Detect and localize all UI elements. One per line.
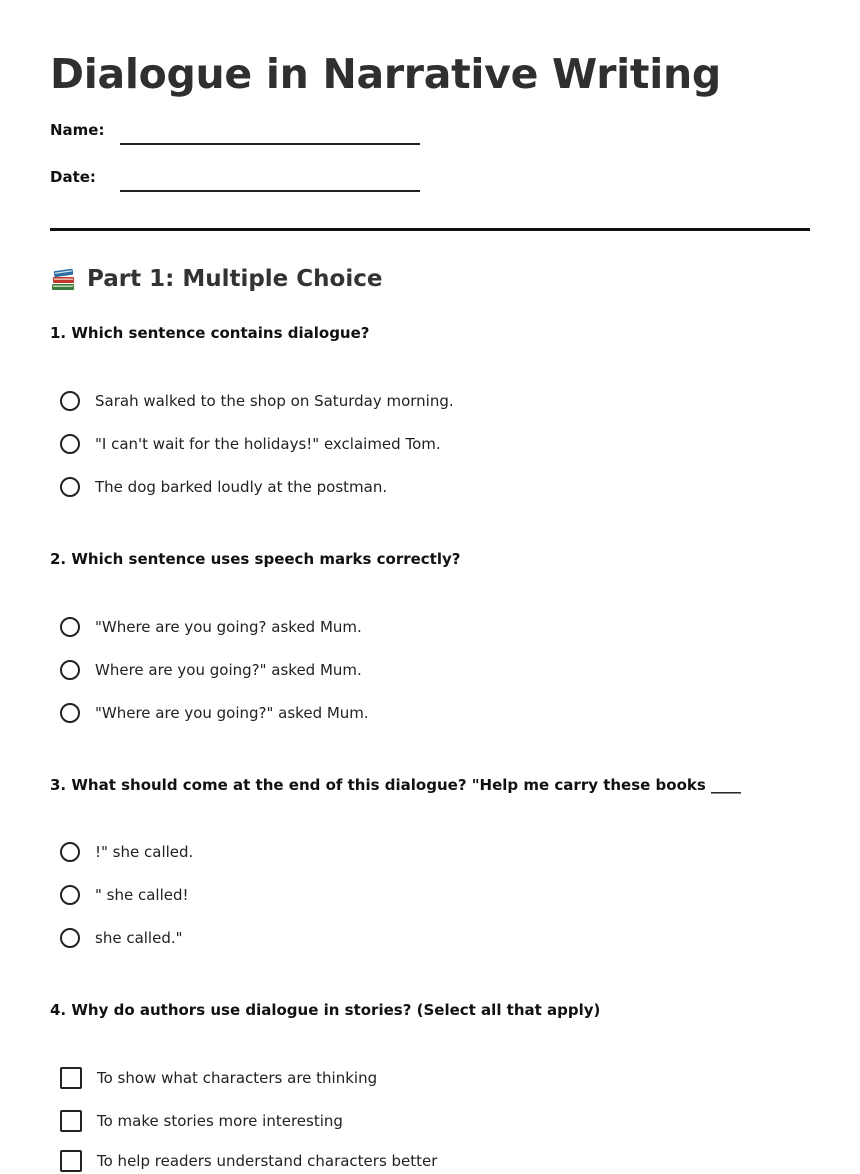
radio-button[interactable]: [60, 703, 80, 723]
option-label: !" she called.: [95, 843, 194, 861]
question-1-option-3[interactable]: [60, 474, 387, 500]
option-label: To show what characters are thinking: [97, 1069, 378, 1087]
radio-button[interactable]: [60, 928, 80, 948]
question-2-option-3[interactable]: [60, 700, 369, 726]
name-label: Name:: [50, 121, 105, 139]
checkbox[interactable]: [60, 1067, 82, 1089]
option-label: Where are you going?" asked Mum.: [95, 661, 362, 679]
option-label: The dog barked loudly at the postman.: [95, 478, 388, 496]
question-2-option-1[interactable]: [60, 614, 362, 640]
radio-button[interactable]: [60, 434, 80, 454]
header-divider: [50, 228, 810, 231]
question-2-option-2[interactable]: [60, 657, 362, 683]
radio-button[interactable]: [60, 477, 80, 497]
radio-button[interactable]: [60, 885, 80, 905]
question-2: 2. Which sentence uses speech marks correctly?: [50, 550, 461, 568]
question-3-option-2[interactable]: [60, 882, 189, 908]
section-title: [50, 266, 382, 292]
option-label: To make stories more interesting: [97, 1112, 343, 1130]
radio-button[interactable]: [60, 617, 80, 637]
question-4: 4. Why do authors use dialogue in stories? (Select all that apply): [50, 1001, 601, 1019]
option-label: " she called!: [95, 886, 189, 904]
name-input-line[interactable]: [120, 143, 420, 145]
radio-button[interactable]: [60, 391, 80, 411]
question-4-option-1[interactable]: [60, 1065, 377, 1091]
name-field: [50, 121, 450, 151]
question-1: 1. Which sentence contains dialogue?: [50, 324, 370, 342]
option-label: To help readers understand characters better: [97, 1152, 438, 1170]
option-label: "Where are you going? asked Mum.: [95, 618, 362, 636]
section-title-text: Part 1: Multiple Choice: [87, 266, 383, 292]
question-1-option-2[interactable]: [60, 431, 441, 457]
option-label: Sarah walked to the shop on Saturday morning.: [95, 392, 454, 410]
question-4-option-3[interactable]: [60, 1148, 437, 1174]
option-label: she called.": [95, 929, 183, 947]
question-3-option-3[interactable]: [60, 925, 183, 951]
worksheet-title: Dialogue in Narrative Writing: [50, 50, 721, 98]
question-3-option-1[interactable]: [60, 839, 193, 865]
radio-button[interactable]: [60, 842, 80, 862]
checkbox[interactable]: [60, 1110, 82, 1132]
date-label: Date:: [50, 168, 96, 186]
question-4-option-2[interactable]: [60, 1108, 343, 1134]
checkbox[interactable]: [60, 1150, 82, 1172]
radio-button[interactable]: [60, 660, 80, 680]
option-label: "Where are you going?" asked Mum.: [95, 704, 369, 722]
date-input-line[interactable]: [120, 190, 420, 192]
date-field: [50, 168, 450, 198]
option-label: "I can't wait for the holidays!" exclaimed Tom.: [95, 435, 441, 453]
question-1-option-1[interactable]: [60, 388, 454, 414]
books-icon: [50, 266, 76, 292]
question-3: 3. What should come at the end of this dialogue? "Help me carry these books ____: [50, 776, 742, 794]
